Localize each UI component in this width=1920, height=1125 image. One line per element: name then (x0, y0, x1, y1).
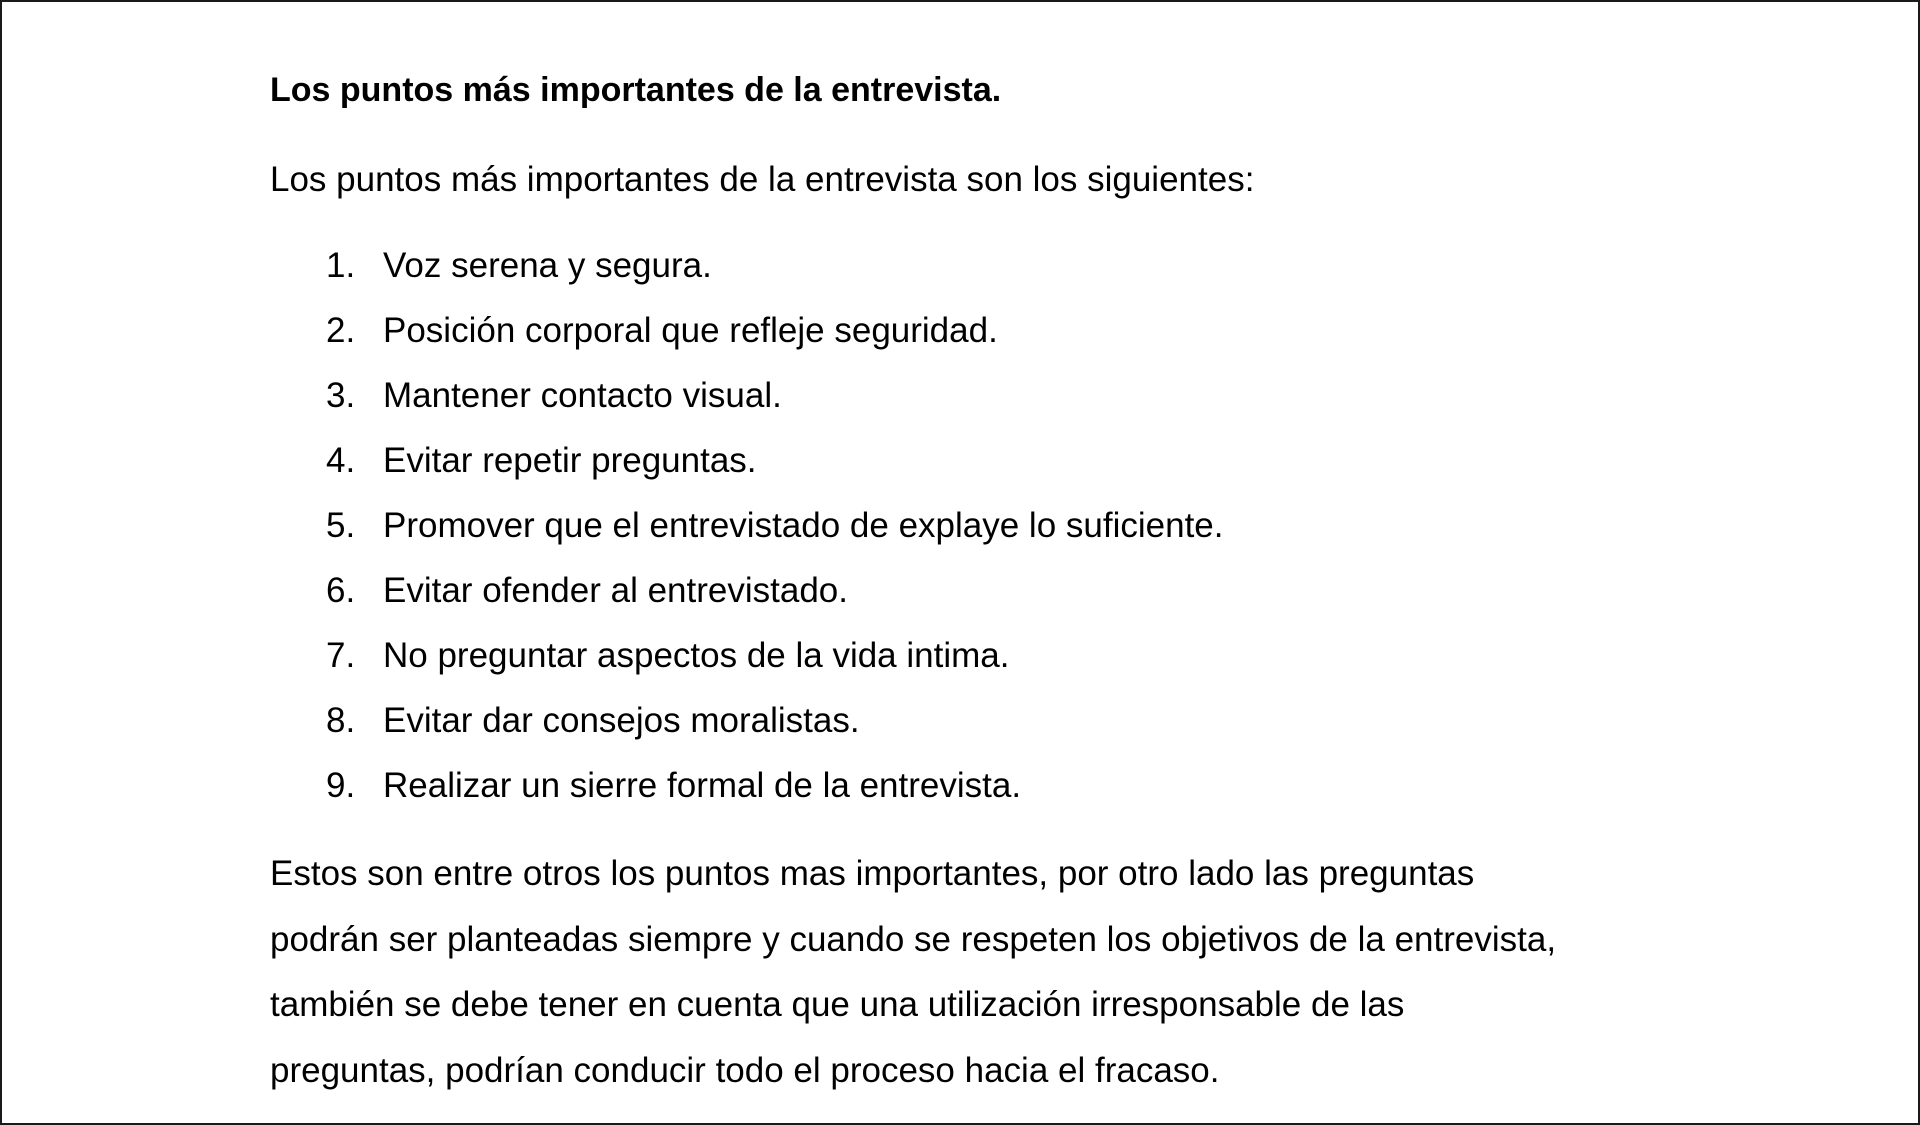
closing-paragraph (270, 841, 1710, 1103)
list-item (270, 634, 1710, 699)
list-item-number: 9. (326, 766, 356, 805)
intro-paragraph: Los puntos más importantes de la entrevista son los siguientes: (270, 160, 1255, 199)
list-item-number: 4. (326, 441, 356, 480)
list-item (270, 309, 1710, 374)
list-item-number: 3. (326, 376, 356, 415)
document-body (270, 68, 1710, 1103)
closing-line: Estos son entre otros los puntos mas importantes, por otro lado las preguntas (270, 854, 1475, 893)
list-item-text: Mantener contacto visual. (383, 376, 782, 415)
list-item-number: 2. (326, 311, 356, 350)
closing-line: podrán ser planteadas siempre y cuando se respeten los objetivos de la entrevista, (270, 919, 1557, 959)
closing-line: también se debe tener en cuenta que una utilización irresponsable de las (270, 985, 1405, 1024)
list-item-text: Realizar un sierre formal de la entrevista. (383, 766, 1022, 805)
list-item (270, 764, 1710, 829)
list-item (270, 244, 1710, 309)
list-item (270, 439, 1710, 504)
list-item (270, 569, 1710, 634)
list-item-text: Evitar repetir preguntas. (383, 441, 757, 480)
list-item-text: Posición corporal que refleje seguridad. (383, 311, 998, 350)
list-item (270, 374, 1710, 439)
list-item-number: 5. (326, 506, 356, 545)
list-item-number: 1. (326, 246, 356, 285)
list-item-number: 7. (326, 636, 356, 675)
numbered-list (270, 244, 1710, 829)
list-item (270, 699, 1710, 764)
list-item-text: Voz serena y segura. (383, 246, 712, 285)
list-item-text: Evitar dar consejos moralistas. (383, 701, 860, 740)
list-item-text: Promover que el entrevistado de explaye lo suficiente. (383, 506, 1224, 545)
section-heading: Los puntos más importantes de la entrevista. (270, 71, 1002, 109)
list-item-number: 8. (326, 701, 356, 740)
list-item-text: No preguntar aspectos de la vida intima. (383, 636, 1010, 675)
list-item (270, 504, 1710, 569)
closing-line: preguntas, podrían conducir todo el proceso hacia el fracaso. (270, 1050, 1220, 1090)
list-item-number: 6. (326, 571, 356, 610)
list-item-text: Evitar ofender al entrevistado. (383, 571, 848, 610)
